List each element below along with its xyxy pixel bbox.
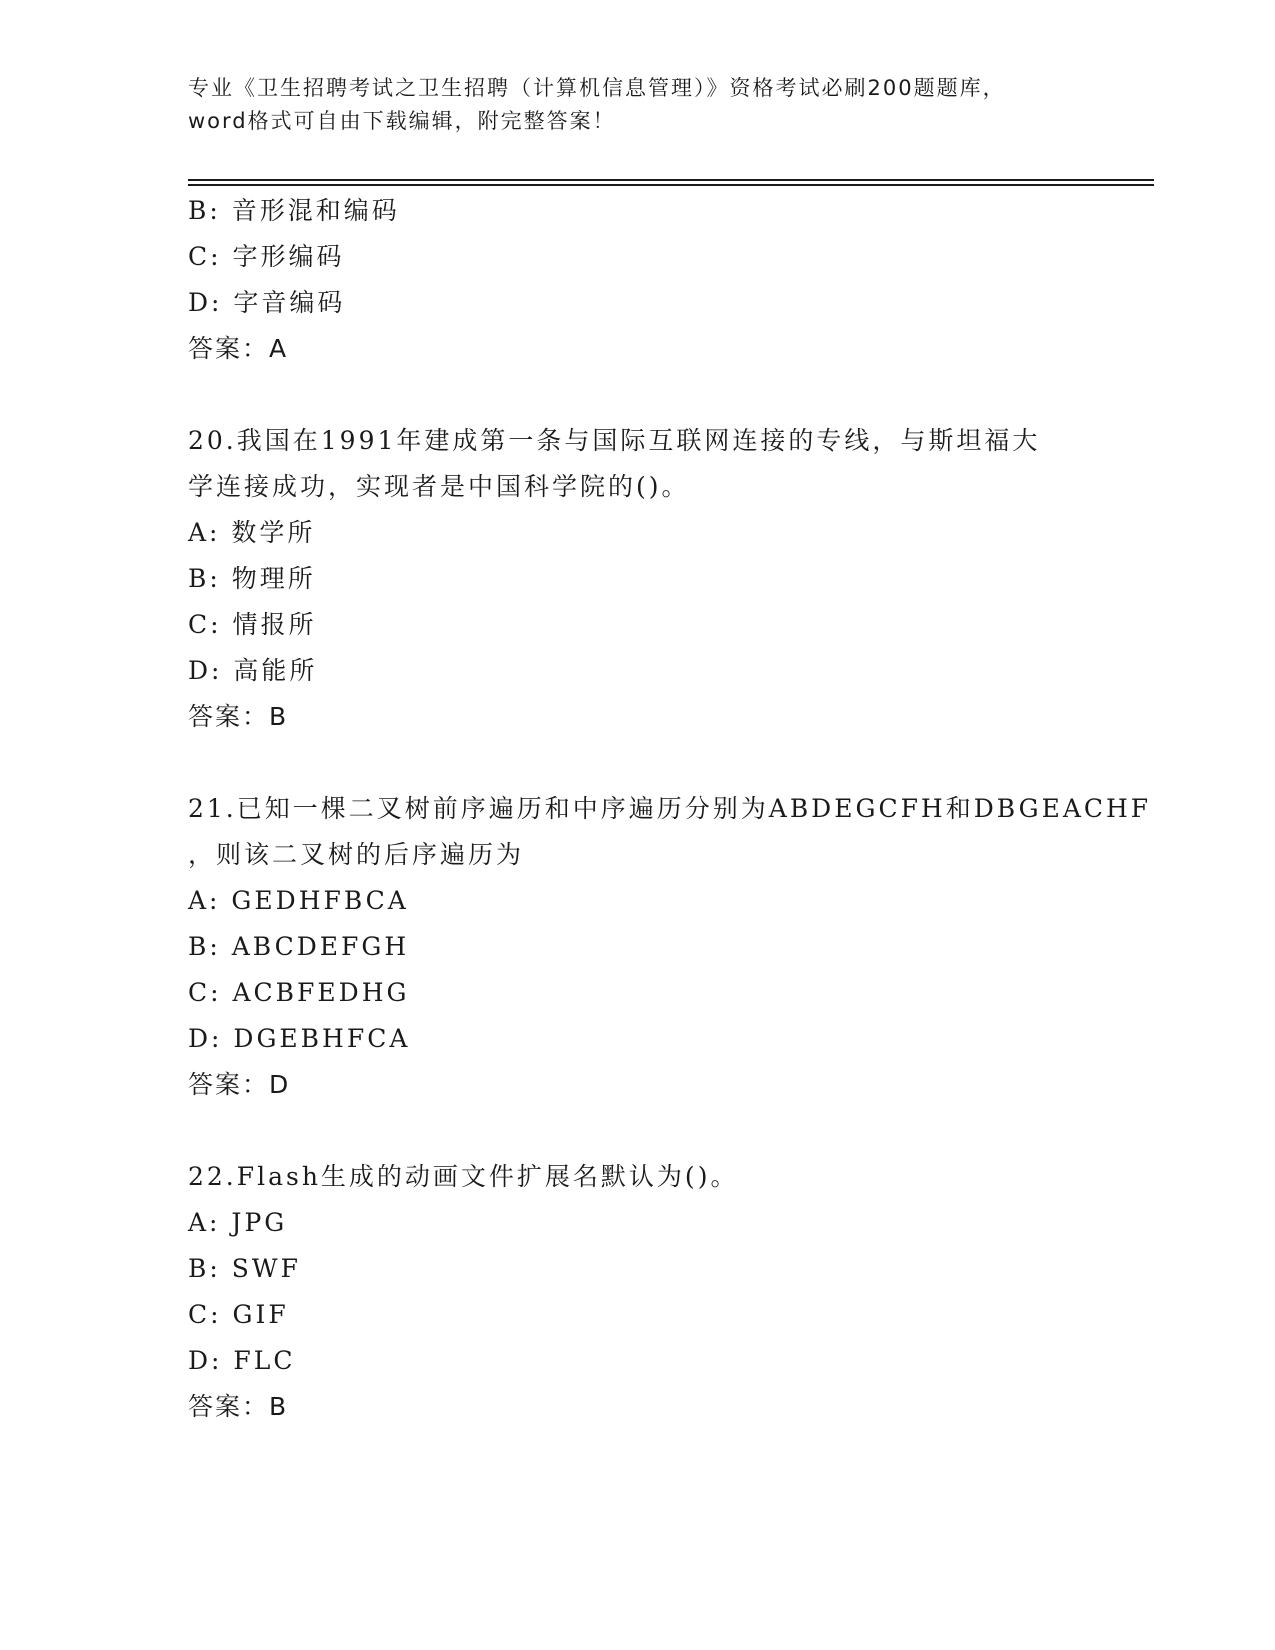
question-list: [188, 188, 1152, 1430]
option-b: B: SWF: [188, 1254, 301, 1283]
header-line-2: word格式可自由下载编辑，附完整答案！: [188, 109, 616, 133]
spacer: [188, 372, 1128, 418]
option-a: A: GEDHFBCA: [188, 886, 409, 915]
header-rule-bottom: [188, 184, 1154, 186]
option-a: A: JPG: [188, 1208, 288, 1237]
question-20: [188, 418, 1128, 740]
option-c: C: 情报所: [188, 610, 317, 639]
header-rule-top: [188, 179, 1154, 181]
answer: 答案：D: [188, 1070, 291, 1099]
question-19: [188, 188, 1128, 372]
question-22: [188, 1154, 1128, 1430]
question-stem: 20.我国在1991年建成第一条与国际互联网连接的专线，与斯坦福大: [188, 426, 1041, 455]
question-stem: 学连接成功，实现者是中国科学院的()。: [188, 472, 690, 501]
answer: 答案：A: [188, 334, 289, 363]
spacer: [188, 1108, 1128, 1154]
option-c: C: 字形编码: [188, 242, 345, 271]
option-d: D: 字音编码: [188, 288, 346, 317]
question-21: [188, 786, 1152, 1108]
spacer: [188, 740, 1128, 786]
question-stem: 21.已知一棵二叉树前序遍历和中序遍历分别为ABDEGCFH和DBGEACHF: [188, 794, 1152, 823]
option-c: C: ACBFEDHG: [188, 978, 410, 1007]
answer: 答案：B: [188, 702, 289, 731]
option-b: B: 音形混和编码: [188, 196, 400, 225]
option-a: A: 数学所: [188, 518, 316, 547]
option-d: D: FLC: [188, 1346, 296, 1375]
option-b: B: 物理所: [188, 564, 316, 593]
answer: 答案：B: [188, 1392, 289, 1421]
option-b: B: ABCDEFGH: [188, 932, 410, 961]
option-d: D: 高能所: [188, 656, 318, 685]
document-header: [188, 72, 1088, 138]
question-stem: ，则该二叉树的后序遍历为: [188, 840, 525, 869]
option-d: D: DGEBHFCA: [188, 1024, 411, 1053]
option-c: C: GIF: [188, 1300, 289, 1329]
header-line-1: 专业《卫生招聘考试之卫生招聘（计算机信息管理）》资格考试必刷200题题库，: [188, 76, 1006, 100]
question-stem: 22.Flash生成的动画文件扩展名默认为()。: [188, 1162, 739, 1191]
